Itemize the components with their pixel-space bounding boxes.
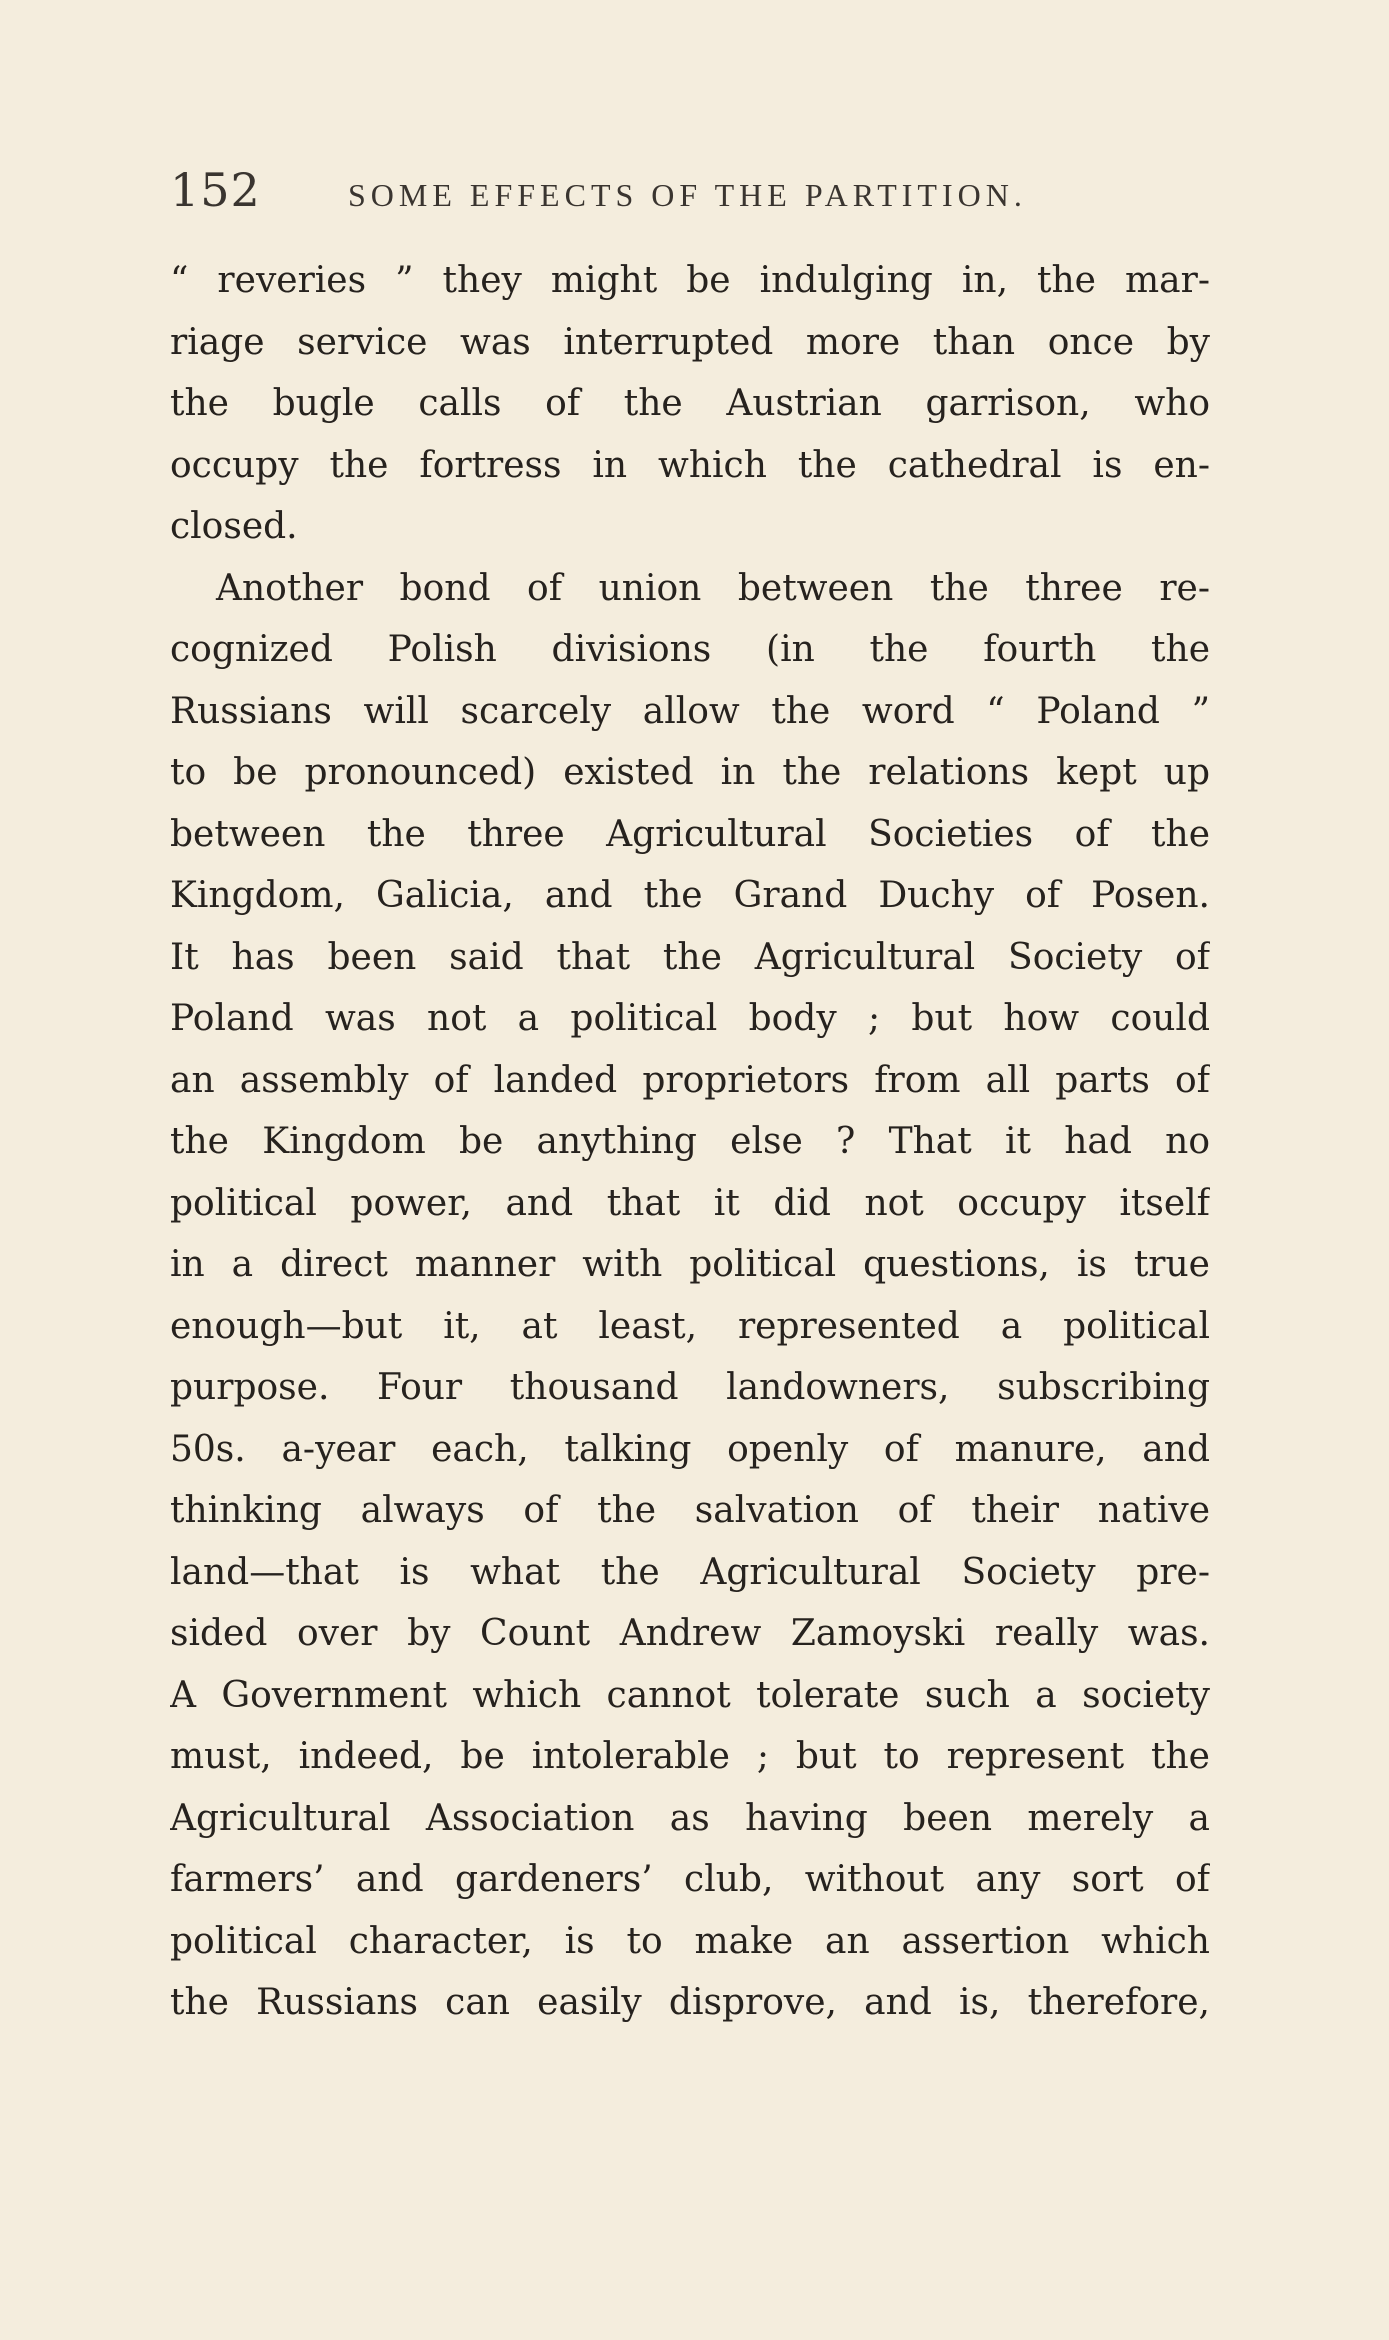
text-line: 50s. a-year each, talking openly of manure, and bbox=[170, 1428, 1210, 1470]
text-line: Kingdom, Galicia, and the Grand Duchy of Posen. bbox=[170, 875, 1210, 916]
text-line: occupy the fortress in which the cathedral is en- bbox=[170, 444, 1210, 486]
text-line: riage service was interrupted more than once by bbox=[170, 321, 1210, 363]
body-text bbox=[170, 250, 1210, 2034]
text-line: Poland was not a political body ; but how could bbox=[170, 998, 1210, 1039]
text-line: the Russians can easily disprove, and is, therefore, bbox=[170, 1982, 1210, 2023]
page-number: 152 bbox=[170, 163, 261, 217]
text-line: an assembly of landed proprietors from all parts of bbox=[170, 1059, 1210, 1101]
text-line: political power, and that it did not occupy itself bbox=[170, 1182, 1210, 1224]
text-line: must, indeed, be intolerable ; but to represent the bbox=[170, 1736, 1210, 1777]
page-header bbox=[170, 163, 1210, 223]
text-line: It has been said that the Agricultural Society of bbox=[170, 936, 1210, 978]
text-line: land—that is what the Agricultural Society pre- bbox=[170, 1551, 1210, 1593]
text-line: closed. bbox=[170, 506, 298, 547]
text-line: purpose. Four thousand landowners, subscribing bbox=[170, 1367, 1210, 1408]
text-line: the Kingdom be anything else ? That it had no bbox=[170, 1121, 1210, 1162]
text-line: A Government which cannot tolerate such a society bbox=[170, 1674, 1210, 1716]
text-line: political character, is to make an assertion which bbox=[170, 1920, 1210, 1962]
text-line: the bugle calls of the Austrian garrison, who bbox=[170, 383, 1210, 424]
text-line: between the three Agricultural Societies of the bbox=[170, 813, 1210, 855]
text-line: Another bond of union between the three re- bbox=[216, 567, 1210, 609]
running-head: SOME EFFECTS OF THE PARTITION. bbox=[348, 177, 1027, 213]
text-line: “ reveries ” they might be indulging in, the mar- bbox=[170, 260, 1210, 301]
text-line: in a direct manner with political questions, is true bbox=[170, 1244, 1210, 1285]
text-line: Agricultural Association as having been merely a bbox=[170, 1797, 1210, 1839]
text-line: cognized Polish divisions (in the fourth the bbox=[170, 629, 1210, 670]
text-line: Russians will scarcely allow the word “ Poland ” bbox=[170, 690, 1210, 732]
text-line: thinking always of the salvation of their native bbox=[170, 1490, 1210, 1531]
text-line: sided over by Count Andrew Zamoyski really was. bbox=[170, 1613, 1210, 1654]
text-line: enough—but it, at least, represented a political bbox=[170, 1305, 1210, 1347]
text-line: to be pronounced) existed in the relations kept up bbox=[170, 752, 1210, 793]
text-line: farmers’ and gardeners’ club, without any sort of bbox=[170, 1859, 1210, 1900]
